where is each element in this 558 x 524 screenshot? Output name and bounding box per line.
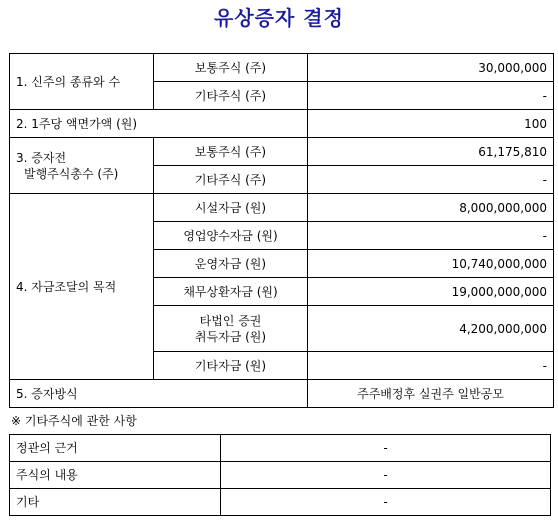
other-stock-label: 기타 <box>10 489 221 516</box>
purpose-item-label: 영업양수자금 (원) <box>154 222 308 250</box>
new-shares-label: 1. 신주의 종류와 수 <box>10 54 154 110</box>
pre-issue-label <box>10 138 154 194</box>
purpose-item-value: 19,000,000,000 <box>308 278 554 306</box>
par-value-label: 2. 1주당 액면가액 (원) <box>10 110 308 138</box>
pre-common-label: 보통주식 (주) <box>154 138 308 166</box>
purpose-item-label-line2: 취득자금 (원) <box>194 329 267 344</box>
purpose-item-value: - <box>308 222 554 250</box>
purpose-item-value: 10,740,000,000 <box>308 250 554 278</box>
par-value-value: 100 <box>308 110 554 138</box>
purpose-item-label-line1: 타법인 증권 <box>199 313 262 328</box>
pre-other-label: 기타주식 (주) <box>154 166 308 194</box>
purpose-item-label: 운영자금 (원) <box>154 250 308 278</box>
new-common-value: 30,000,000 <box>308 54 554 82</box>
pre-issue-label-line2: 발행주식총수 (주) <box>24 166 119 181</box>
other-stock-table <box>9 434 551 516</box>
purpose-item-label: 기타자금 (원) <box>154 352 308 380</box>
other-stock-note: ※ 기타주식에 관한 사항 <box>11 414 137 428</box>
purpose-item-value: - <box>308 352 554 380</box>
pre-other-value: - <box>308 166 554 194</box>
other-stock-value: - <box>221 435 551 462</box>
method-value: 주주배정후 실권주 일반공모 <box>308 380 554 408</box>
other-stock-value: - <box>221 489 551 516</box>
purpose-item-value: 4,200,000,000 <box>308 306 554 352</box>
pre-issue-label-line1: 3. 증자전 <box>16 150 67 165</box>
purpose-item-label: 시설자금 (원) <box>154 194 308 222</box>
purpose-item-value: 8,000,000,000 <box>308 194 554 222</box>
other-stock-value: - <box>221 462 551 489</box>
rights-offering-table <box>9 53 554 408</box>
new-other-value: - <box>308 82 554 110</box>
purpose-label: 4. 자금조달의 목적 <box>10 194 154 380</box>
other-stock-label: 정관의 근거 <box>10 435 221 462</box>
new-other-label: 기타주식 (주) <box>154 82 308 110</box>
new-common-label: 보통주식 (주) <box>154 54 308 82</box>
method-label: 5. 증자방식 <box>10 380 308 408</box>
purpose-item-label <box>154 306 308 352</box>
page-title: 유상증자 결정 <box>214 6 344 30</box>
pre-common-value: 61,175,810 <box>308 138 554 166</box>
purpose-item-label: 채무상환자금 (원) <box>154 278 308 306</box>
other-stock-label: 주식의 내용 <box>10 462 221 489</box>
